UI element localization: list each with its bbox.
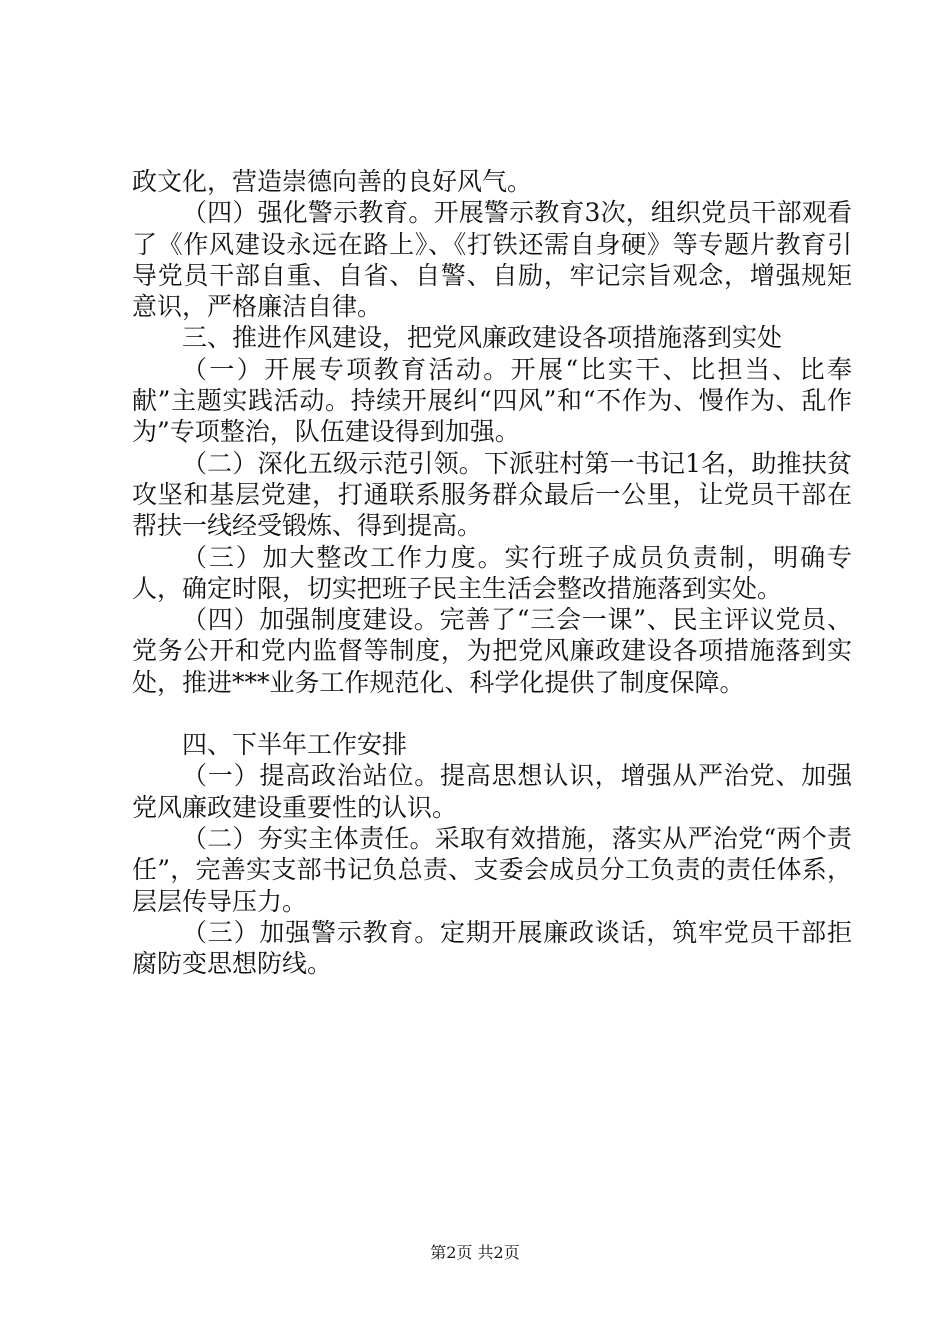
paragraph-warning-education: （四）强化警示教育。开展警示教育3次，组织党员干部观看了《作风建设永远在路上》、《打铁还需自身硬》等专题片教育引导党员干部自重、自省、自警、自励，牢记宗旨观念，增强规矩意识，严格廉洁自律。 <box>132 198 852 322</box>
paragraph-rectification: （三）加大整改工作力度。实行班子成员负责制，明确专人，确定时限，切实把班子民主生活会整改措施落到实处。 <box>132 542 852 603</box>
paragraph-continuation: 政文化，营造崇德向善的良好风气。 <box>132 167 533 196</box>
section-heading-4: 四、下半年工作安排 <box>182 730 408 760</box>
paragraph-special-education: （一）开展专项教育活动。开展“比实干、比担当、比奉献”主题实践活动。持续开展纠“四风”和“不作为、慢作为、乱作为”专项整治，队伍建设得到加强。 <box>132 354 852 447</box>
paragraph-political-stance: （一）提高政治站位。提高思想认识，增强从严治党、加强党风廉政建设重要性的认识。 <box>132 761 852 822</box>
document-body <box>132 166 852 979</box>
section-heading-3: 三、推进作风建设，把党风廉政建设各项措施落到实处 <box>182 323 783 353</box>
section-spacer <box>132 698 852 729</box>
paragraph-system-building: （四）加强制度建设。完善了“三会一课”、民主评议党员、党务公开和党内监督等制度，为把党风廉政建设各项措施落到实处，推进***业务工作规范化、科学化提供了制度保障。 <box>132 605 852 697</box>
paragraph-main-responsibility: （二）夯实主体责任。采取有效措施，落实从严治党“两个责任”，完善实支部书记负总责、支委会成员分工负责的责任体系，层层传导压力。 <box>132 823 852 916</box>
page-footer: 第2页 共2页 <box>430 1243 520 1262</box>
paragraph-strengthen-warning: （三）加强警示教育。定期开展廉政谈话，筑牢党员干部拒腐防变思想防线。 <box>132 917 852 979</box>
paragraph-demonstration: （二）深化五级示范引领。下派驻村第一书记1名，助推扶贫攻坚和基层党建，打通联系服务群众最后一公里，让党员干部在帮扶一线经受锻炼、得到提高。 <box>132 448 852 541</box>
